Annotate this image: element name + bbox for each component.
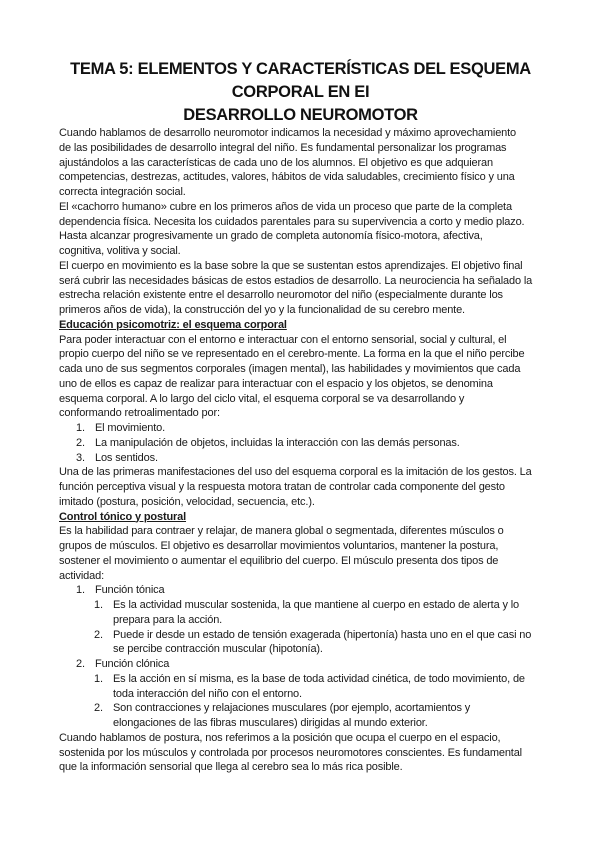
title-line: CORPORAL EN EI <box>231 83 370 101</box>
list-text: Son contracciones y relajaciones musculares (por ejemplo, acortamientos y <box>113 702 471 715</box>
paragraph-line: uno de ellos es capaz de realizar para interactuar con el espacio y los objetos, se denomina <box>59 377 493 390</box>
list-item <box>59 657 559 672</box>
list-text: El movimiento. <box>95 422 166 434</box>
paragraph-line: correcta integración social. <box>59 186 186 198</box>
list-number: 2. <box>76 658 85 670</box>
list-number: 1. <box>94 599 103 611</box>
list-item <box>59 421 559 436</box>
paragraph-line: dependencia física. Necesita los cuidados parentales para su supervivencia a corto y medio plazo. <box>59 215 525 228</box>
paragraph-line: estrecha relación existente entre el desarrollo neuromotor del niño (especialmente durante los <box>59 289 503 302</box>
list-text: se percibe contracción muscular (hipotonía). <box>113 643 323 656</box>
paragraph-line: esquema corporal. A lo largo del ciclo vital, el esquema corporal se va desarrollando y <box>59 392 465 405</box>
list-number: 2. <box>94 628 103 641</box>
paragraph-line: conformando retroalimentado por: <box>59 407 220 420</box>
list-text: Función tónica <box>95 584 165 597</box>
document-body <box>59 126 559 775</box>
list-number: 2. <box>76 436 85 449</box>
paragraph-line: sostener el movimiento o aumentar el equilibrio del cuerpo. El músculo presenta dos tipos de <box>59 554 499 567</box>
paragraph-line: propio cuerpo del niño se ve representado en el cerebro-mente. La forma en la que el niño percibe <box>59 348 525 361</box>
paragraph-line: Cuando hablamos de postura, nos referimos a la posición que ocupa el cuerpo en el espacio, <box>59 731 501 744</box>
paragraph-line: que la información sensorial que llega al cerebro sea lo más rica posible. <box>59 761 403 774</box>
paragraph-line: Es la habilidad para contraer y relajar, de manera global o segmentada, diferentes músculos o <box>59 525 504 538</box>
paragraph-line: Cuando hablamos de desarrollo neuromotor indicamos la necesidad y máximo aprovechamiento <box>59 127 517 139</box>
paragraph-line: primeros años de vida), la construcción del yo y la funcionalidad de su cerebro mente. <box>59 304 465 316</box>
section-heading: Educación psicomotriz: el esquema corporal <box>59 318 287 331</box>
list-item <box>59 672 559 687</box>
paragraph-line: El «cachorro humano» cubre en los primeros años de vida un proceso que parte de la completa <box>59 200 512 213</box>
section-heading: Control tónico y postural <box>59 510 187 523</box>
paragraph-line: Hasta alcanzar progresivamente un grado de completa autonomía físico-motora, afectiva, <box>59 230 483 243</box>
paragraph-line: El cuerpo en movimiento es la base sobre la que se sustentan estos aprendizajes. El objetivo final <box>59 259 523 272</box>
document-title <box>0 58 601 127</box>
list-text: prepara para la acción. <box>113 613 223 626</box>
paragraph-line: Para poder interactuar con el entorno e interactuar con el entorno sensorial, social y cultural, el <box>59 333 507 346</box>
title-line: TEMA 5: ELEMENTOS Y CARACTERÍSTICAS DEL ESQUEMA <box>70 60 531 78</box>
list-text: Puede ir desde un estado de tensión exagerada (hipertonía) hasta uno en el que casi no <box>113 628 532 641</box>
list-text: La manipulación de objetos, incluidas la interacción con las demás personas. <box>95 436 460 449</box>
list-item <box>59 613 559 628</box>
list-item <box>59 451 559 466</box>
list-number: 1. <box>94 672 103 685</box>
list-item <box>59 642 559 657</box>
list-number: 3. <box>76 451 85 464</box>
list-text: toda interacción del niño con el entorno. <box>113 687 302 700</box>
list-number: 2. <box>94 702 103 715</box>
list-item <box>59 598 559 613</box>
list-number: 1. <box>76 584 85 597</box>
list-item <box>59 716 559 731</box>
paragraph-line: ajustándolos a las características de cada uno de los alumnos. El objetivo es que adquieran <box>59 156 493 169</box>
list-text: Es la actividad muscular sostenida, la que mantiene al cuerpo en estado de alerta y lo <box>113 599 519 611</box>
list-item <box>59 628 559 643</box>
list-item <box>59 583 559 598</box>
title-line: DESARROLLO NEUROMOTOR <box>183 106 418 124</box>
list-text: Función clónica <box>95 658 170 670</box>
paragraph-line: será cubrir las necesidades básicas de estos estadios de desarrollo. La neurociencia ha señalado la <box>59 274 533 287</box>
paragraph-line: grupos de músculos. El objetivo es desarrollar movimientos voluntarios, mantener la postura, <box>59 540 499 552</box>
list-item <box>59 687 559 702</box>
list-text: Los sentidos. <box>95 451 158 464</box>
paragraph-line: sostenida por los músculos y controlada por procesos neuromotores conscientes. Es fundamental <box>59 746 522 759</box>
paragraph-line: cada uno de sus segmentos corporales (imagen mental), las habilidades y movimientos que cada <box>59 363 521 375</box>
paragraph-line: de las posibilidades de desarrollo integral del niño. Es fundamental personalizar los programas <box>59 141 507 154</box>
list-item <box>59 701 559 716</box>
list-text: Es la acción en sí misma, es la base de toda actividad cinética, de todo movimiento, de <box>113 672 525 685</box>
paragraph-line: función perceptiva visual y la respuesta motora tratan de controlar cada componente del gesto <box>59 481 505 493</box>
list-number: 1. <box>76 422 85 434</box>
paragraph-line: competencias, destrezas, actitudes, valores, hábitos de vida saludables, crecimiento físico y una <box>59 171 515 184</box>
paragraph-line: cognitiva, volitiva y social. <box>59 245 181 257</box>
paragraph-line: actividad: <box>59 569 104 582</box>
list-text: elongaciones de las fibras musculares) dirigidas al mundo exterior. <box>113 717 428 729</box>
list-item <box>59 436 559 451</box>
paragraph-line: imitado (postura, posición, velocidad, secuencia, etc.). <box>59 495 315 508</box>
paragraph-line: Una de las primeras manifestaciones del uso del esquema corporal es la imitación de los gestos. La <box>59 466 532 479</box>
